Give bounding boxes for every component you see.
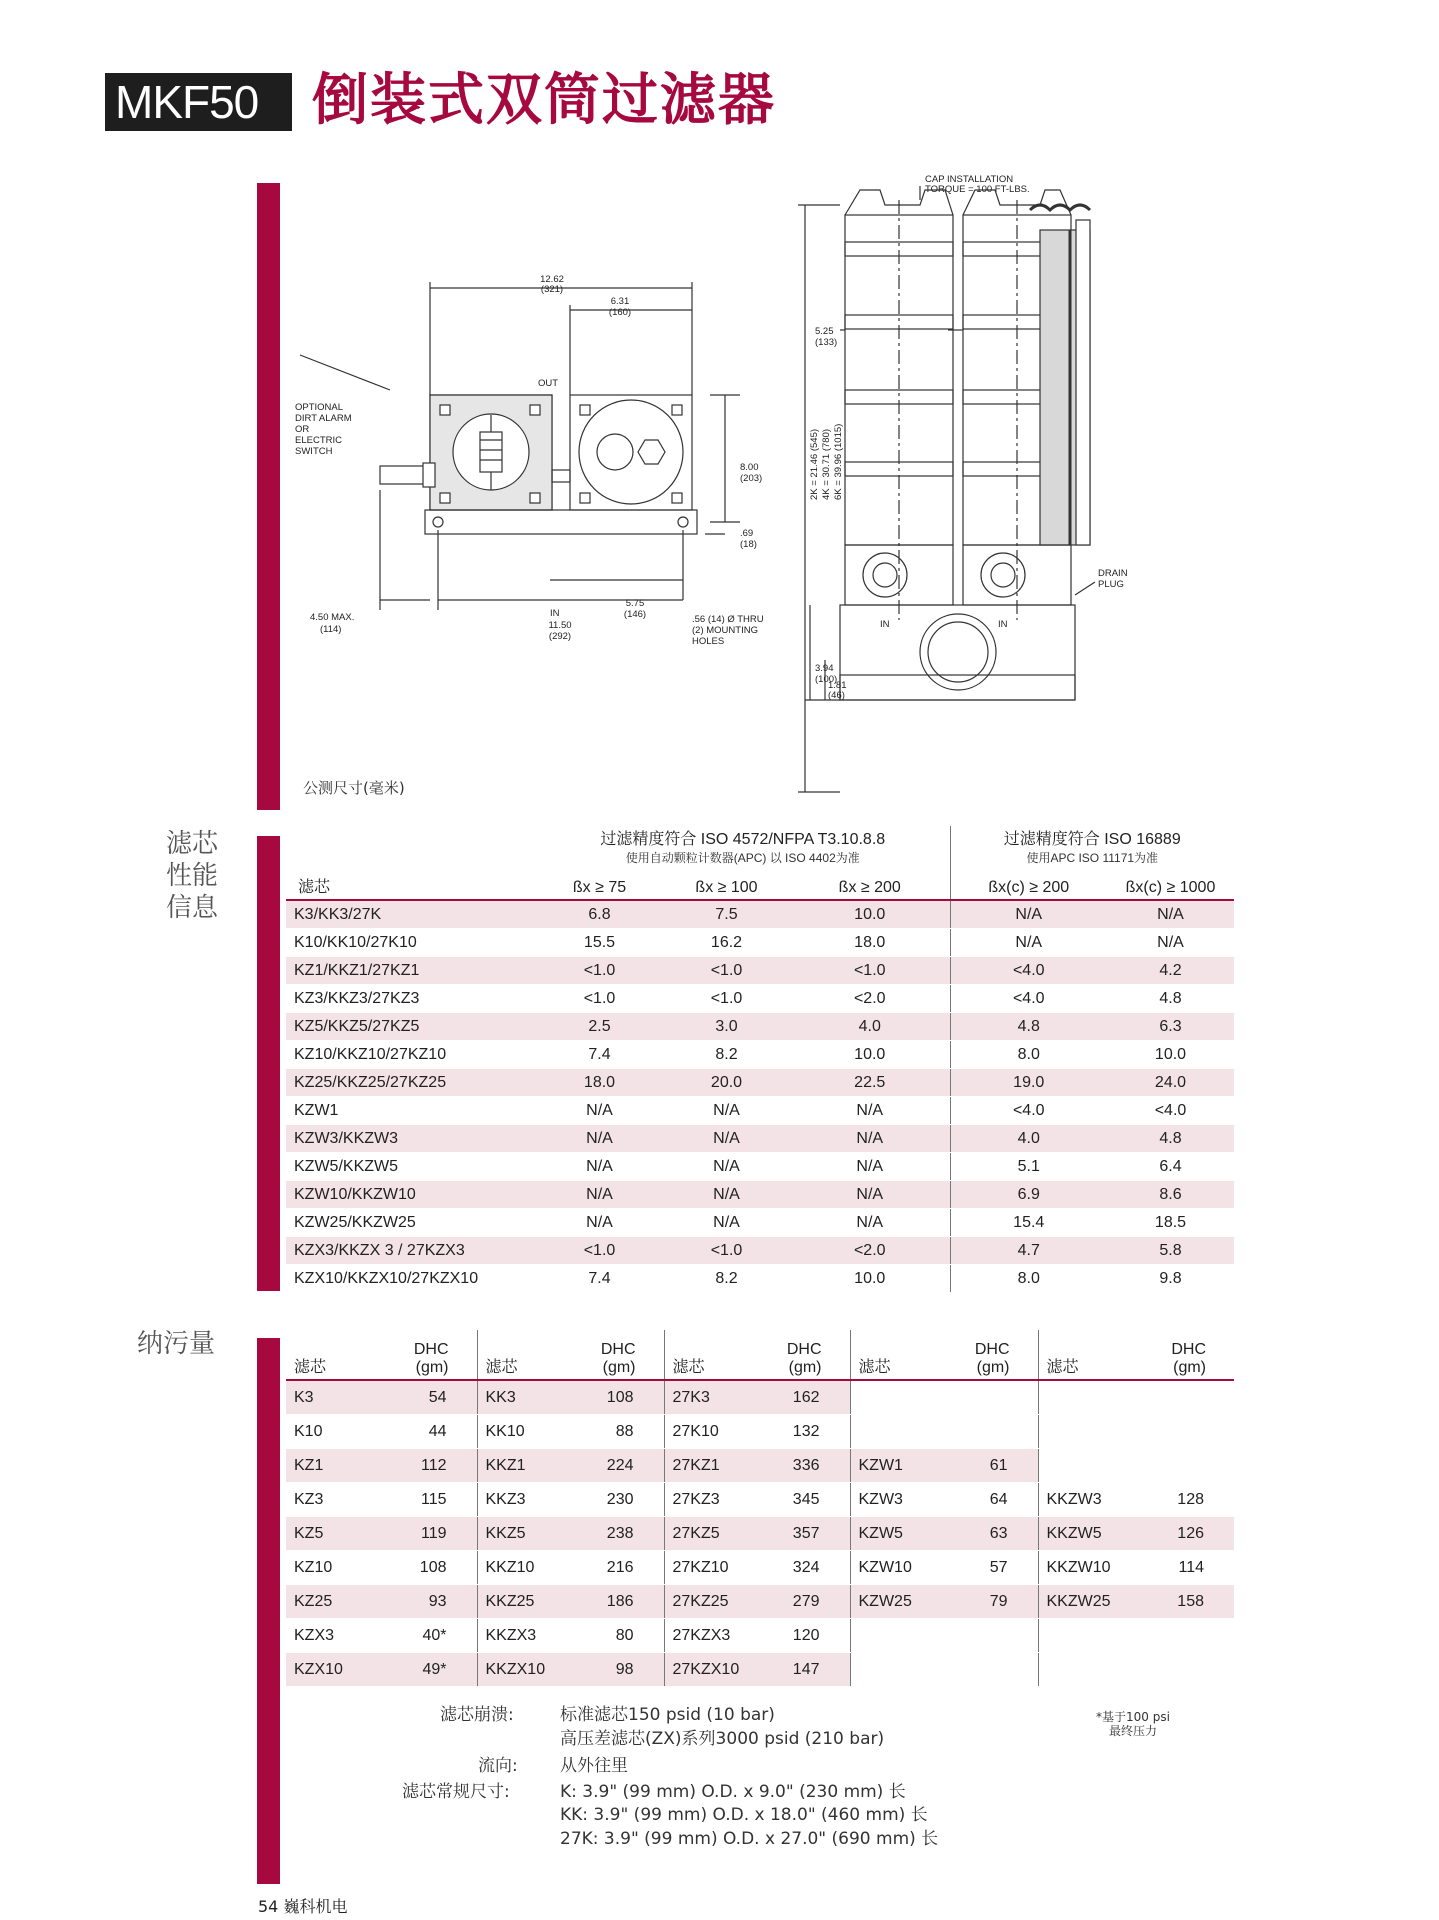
svg-text:PLUG: PLUG: [1098, 579, 1124, 590]
rating-cell: 15.5: [536, 929, 663, 957]
svg-text:(292): (292): [548, 631, 572, 642]
flow-label: 流向:: [478, 1756, 518, 1776]
svg-text:(100): (100): [815, 674, 838, 685]
element-name-cell: KZW10/KKZW10: [286, 1181, 536, 1209]
size-k: K: 3.9" (99 mm) O.D. x 9.0" (230 mm) 长: [560, 1782, 906, 1802]
rating-cell: 8.2: [663, 1041, 790, 1069]
rating-cell: <1.0: [536, 985, 663, 1013]
size-kk: KK: 3.9" (99 mm) O.D. x 18.0" (460 mm) 长: [560, 1805, 928, 1825]
dhc-value-cell: 119: [391, 1517, 477, 1551]
performance-row: [286, 957, 1234, 985]
dhc-value-cell: [1143, 1380, 1234, 1415]
collapse-standard: 标准滤芯150 psid (10 bar): [560, 1705, 775, 1725]
rating-cell: <1.0: [536, 1237, 663, 1265]
rating-cell: 15.4: [950, 1209, 1107, 1237]
element-name-cell: K3/KK3/27K: [286, 900, 536, 929]
rating-cell: N/A: [950, 900, 1107, 929]
svg-text:4.50 MAX.: 4.50 MAX.: [310, 612, 355, 623]
rating-cell: <4.0: [950, 1097, 1107, 1125]
dhc-row: [286, 1483, 1234, 1517]
dhc-value-cell: 61: [955, 1449, 1038, 1483]
dhc-unit: (gm): [415, 1359, 449, 1376]
svg-text:4K = 30.71 (780): 4K = 30.71 (780): [821, 428, 832, 500]
dhc-value-cell: [955, 1415, 1038, 1449]
dhc-element-cell: KKZX10: [477, 1653, 582, 1687]
rating-cell: <4.0: [1107, 1097, 1234, 1125]
rating-cell: 4.0: [950, 1125, 1107, 1153]
dhc-element-cell: KKZ3: [477, 1483, 582, 1517]
dhc-unit: (gm): [788, 1359, 822, 1376]
svg-text:(133): (133): [815, 337, 838, 348]
svg-text:IN: IN: [998, 619, 1008, 630]
svg-text:DRAIN: DRAIN: [1098, 568, 1128, 579]
dhc-value-cell: 115: [391, 1483, 477, 1517]
dhc-value-cell: [955, 1653, 1038, 1687]
dhc-unit: (gm): [1173, 1359, 1206, 1376]
iso4402-note: 使用自动颗粒计数器(APC) 以 ISO 4402为准: [536, 849, 950, 869]
dhc-value-cell: 108: [391, 1551, 477, 1585]
rating-cell: 9.8: [1107, 1265, 1234, 1293]
dhc-element-cell: KKZW3: [1038, 1483, 1143, 1517]
rating-cell: 16.2: [663, 929, 790, 957]
dhc-value-cell: [1143, 1415, 1234, 1449]
element-name-cell: KZW3/KKZW3: [286, 1125, 536, 1153]
dhc-row: [286, 1619, 1234, 1653]
dhc-value-cell: 40*: [391, 1619, 477, 1653]
rating-cell: <1.0: [663, 985, 790, 1013]
drawing-caption: 公测尺寸(毫米): [303, 779, 405, 797]
svg-text:.69: .69: [740, 528, 754, 539]
dhc-value-cell: 147: [769, 1653, 850, 1687]
beta-200-header: ßx ≥ 200: [790, 869, 950, 900]
rating-cell: 10.0: [790, 1265, 950, 1293]
rating-cell: N/A: [790, 1209, 950, 1237]
dhc-element-cell: KKZ25: [477, 1585, 582, 1619]
performance-row: [286, 1181, 1234, 1209]
dhc-value-cell: 63: [955, 1517, 1038, 1551]
dhc-element-cell: KKZ5: [477, 1517, 582, 1551]
svg-text:6.31: 6.31: [610, 296, 630, 307]
dhc-value-cell: [1143, 1449, 1234, 1483]
dhc-value-cell: 336: [769, 1449, 850, 1483]
dhc-unit: (gm): [602, 1359, 636, 1376]
dhc-element-cell: [1038, 1415, 1143, 1449]
svg-text:(46): (46): [828, 690, 845, 701]
size-27k: 27K: 3.9" (99 mm) O.D. x 27.0" (690 mm) 长: [560, 1829, 939, 1849]
performance-row: [286, 985, 1234, 1013]
svg-text:IN: IN: [880, 619, 890, 630]
dhc-element-cell: KZ1: [286, 1449, 391, 1483]
svg-text:HOLES: HOLES: [692, 636, 725, 647]
element-name-cell: KZW5/KKZW5: [286, 1153, 536, 1181]
dhc-element-cell: KZW10: [850, 1551, 955, 1585]
dhc-element-cell: K10: [286, 1415, 391, 1449]
dhc-element-cell: KZ25: [286, 1585, 391, 1619]
rating-cell: <1.0: [663, 1237, 790, 1265]
rating-cell: N/A: [536, 1153, 663, 1181]
rating-cell: 4.8: [1107, 1125, 1234, 1153]
beta-100-header: ßx ≥ 100: [663, 869, 790, 900]
dhc-value-cell: 93: [391, 1585, 477, 1619]
dhc-row: [286, 1517, 1234, 1551]
rating-cell: N/A: [950, 929, 1107, 957]
dhc-element-cell: 27K3: [664, 1380, 769, 1415]
beta-c-1000-header: ßx(c) ≥ 1000: [1107, 869, 1234, 900]
dhc-value-header: [955, 1330, 1038, 1380]
performance-row: [286, 1265, 1234, 1293]
dhc-value-cell: 162: [769, 1380, 850, 1415]
rating-cell: 10.0: [790, 1041, 950, 1069]
dhc-element-cell: KKZW10: [1038, 1551, 1143, 1585]
dhc-row: [286, 1551, 1234, 1585]
dhc-element-cell: KZ10: [286, 1551, 391, 1585]
model-badge: MKF50: [105, 73, 292, 131]
performance-row: [286, 1125, 1234, 1153]
drawing-accent-bar: [257, 183, 280, 810]
dhc-label: DHC: [413, 1341, 449, 1358]
dhc-element-cell: KZX10: [286, 1653, 391, 1687]
dhc-element-cell: 27KZ1: [664, 1449, 769, 1483]
rating-cell: N/A: [790, 1153, 950, 1181]
dhc-value-cell: 158: [1143, 1585, 1234, 1619]
svg-text:(146): (146): [623, 609, 647, 620]
performance-section-label: 滤芯 性能 信息: [166, 829, 219, 923]
rating-cell: 24.0: [1107, 1069, 1234, 1097]
element-name-cell: KZ25/KKZ25/27KZ25: [286, 1069, 536, 1097]
rating-cell: 4.7: [950, 1237, 1107, 1265]
rating-cell: <4.0: [950, 985, 1107, 1013]
dhc-accent-bar: [257, 1338, 280, 1884]
svg-text:5.25: 5.25: [815, 326, 834, 337]
rating-cell: N/A: [663, 1097, 790, 1125]
dhc-element-cell: K3: [286, 1380, 391, 1415]
dhc-value-cell: 345: [769, 1483, 850, 1517]
svg-text:1.81: 1.81: [828, 680, 847, 691]
performance-row: [286, 1209, 1234, 1237]
dhc-element-cell: [1038, 1449, 1143, 1483]
dim-12-62: 12.62: [540, 274, 564, 285]
dhc-value-header: [391, 1330, 477, 1380]
dimension-drawing: [280, 170, 1220, 810]
dhc-element-cell: KZW5: [850, 1517, 955, 1551]
rating-cell: 4.2: [1107, 957, 1234, 985]
dhc-value-cell: [1143, 1653, 1234, 1687]
dhc-unit: (gm): [976, 1359, 1010, 1376]
rating-cell: 7.4: [536, 1265, 663, 1293]
rating-cell: <2.0: [790, 985, 950, 1013]
dhc-element-header: 滤芯: [286, 1330, 391, 1380]
element-name-cell: KZ10/KKZ10/27KZ10: [286, 1041, 536, 1069]
dhc-value-cell: 224: [582, 1449, 664, 1483]
svg-text:ELECTRIC: ELECTRIC: [295, 435, 342, 446]
rating-cell: 3.0: [663, 1013, 790, 1041]
dhc-row: [286, 1585, 1234, 1619]
dhc-element-cell: 27KZX10: [664, 1653, 769, 1687]
rating-cell: N/A: [663, 1153, 790, 1181]
dhc-element-cell: KZ5: [286, 1517, 391, 1551]
size-label: 滤芯常规尺寸:: [402, 1782, 510, 1802]
svg-text:OUT: OUT: [537, 378, 559, 389]
element-name-cell: KZ1/KKZ1/27KZ1: [286, 957, 536, 985]
dhc-value-cell: 57: [955, 1551, 1038, 1585]
rating-cell: <2.0: [790, 1237, 950, 1265]
rating-cell: N/A: [790, 1125, 950, 1153]
dhc-element-cell: [850, 1415, 955, 1449]
dhc-value-cell: 44: [391, 1415, 477, 1449]
dhc-element-cell: [1038, 1619, 1143, 1653]
dhc-value-cell: 357: [769, 1517, 850, 1551]
performance-row: [286, 1069, 1234, 1097]
iso11171-note: 使用APC ISO 11171为准: [1026, 851, 1159, 865]
element-name-cell: KZW25/KKZW25: [286, 1209, 536, 1237]
dhc-value-cell: [1143, 1619, 1234, 1653]
dhc-value-cell: 324: [769, 1551, 850, 1585]
svg-text:(114): (114): [320, 624, 342, 635]
rating-cell: 4.8: [1107, 985, 1234, 1013]
dhc-element-cell: 27KZ5: [664, 1517, 769, 1551]
rating-cell: 7.4: [536, 1041, 663, 1069]
element-name-cell: KZ3/KKZ3/27KZ3: [286, 985, 536, 1013]
rating-cell: 8.0: [950, 1041, 1107, 1069]
dhc-row: [286, 1653, 1234, 1687]
page-footer: 54 巍科机电: [258, 1897, 348, 1916]
dhc-element-cell: KZX3: [286, 1619, 391, 1653]
dhc-element-header: 滤芯: [664, 1330, 769, 1380]
element-name-cell: KZX10/KKZX10/27KZX10: [286, 1265, 536, 1293]
dhc-section-label: 纳污量: [137, 1329, 216, 1359]
svg-text:IN: IN: [550, 608, 560, 619]
svg-text:(160): (160): [608, 307, 632, 318]
dhc-value-cell: 98: [582, 1653, 664, 1687]
dhc-value-cell: 230: [582, 1483, 664, 1517]
svg-text:8.00: 8.00: [740, 462, 759, 473]
rating-cell: 6.4: [1107, 1153, 1234, 1181]
rating-cell: 22.5: [790, 1069, 950, 1097]
dhc-element-cell: [850, 1380, 955, 1415]
svg-text:DIRT ALARM: DIRT ALARM: [295, 413, 352, 424]
performance-row: [286, 929, 1234, 957]
performance-accent-bar: [257, 836, 280, 1291]
dhc-row: [286, 1415, 1234, 1449]
dhc-value-header: [582, 1330, 664, 1380]
dhc-element-cell: KZW3: [850, 1483, 955, 1517]
svg-text:CAP INSTALLATION: CAP INSTALLATION: [925, 174, 1014, 185]
rating-cell: 18.0: [790, 929, 950, 957]
dhc-element-cell: KK3: [477, 1380, 582, 1415]
dhc-row: [286, 1380, 1234, 1415]
dhc-value-cell: 114: [1143, 1551, 1234, 1585]
dhc-element-cell: [1038, 1380, 1143, 1415]
dhc-value-cell: 54: [391, 1380, 477, 1415]
performance-row: [286, 1153, 1234, 1181]
rating-cell: 18.5: [1107, 1209, 1234, 1237]
svg-text:OR: OR: [295, 424, 310, 435]
rating-cell: 18.0: [536, 1069, 663, 1097]
svg-text:6K = 39.96 (1015): 6K = 39.96 (1015): [833, 423, 844, 500]
element-name-cell: K10/KK10/27K10: [286, 929, 536, 957]
rating-cell: 4.8: [950, 1013, 1107, 1041]
svg-text:(2) MOUNTING: (2) MOUNTING: [692, 625, 758, 636]
dhc-value-cell: 128: [1143, 1483, 1234, 1517]
beta-75-header: ßx ≥ 75: [536, 869, 663, 900]
flow-value: 从外往里: [560, 1756, 628, 1776]
dhc-value-cell: 216: [582, 1551, 664, 1585]
dhc-element-cell: 27KZ3: [664, 1483, 769, 1517]
element-name-cell: KZX3/KKZX 3 / 27KZX3: [286, 1237, 536, 1265]
dhc-value-cell: 238: [582, 1517, 664, 1551]
dhc-element-cell: KKZ10: [477, 1551, 582, 1585]
dhc-value-cell: 64: [955, 1483, 1038, 1517]
svg-text:.56 (14) Ø THRU: .56 (14) Ø THRU: [692, 614, 764, 625]
rating-cell: 6.8: [536, 900, 663, 929]
performance-table: [286, 826, 1234, 1293]
dhc-value-header: [769, 1330, 850, 1380]
svg-text:2K = 21.46 (545): 2K = 21.46 (545): [809, 428, 820, 500]
rating-cell: <1.0: [663, 957, 790, 985]
dhc-value-cell: 80: [582, 1619, 664, 1653]
rating-cell: 5.1: [950, 1153, 1107, 1181]
dhc-element-cell: KZW1: [850, 1449, 955, 1483]
svg-text:SWITCH: SWITCH: [295, 446, 333, 457]
dhc-element-cell: KK10: [477, 1415, 582, 1449]
dhc-element-cell: KKZ1: [477, 1449, 582, 1483]
dhc-element-cell: KZ3: [286, 1483, 391, 1517]
svg-text:OPTIONAL: OPTIONAL: [295, 402, 344, 413]
dhc-value-cell: [955, 1380, 1038, 1415]
footnote: *基于100 psi 最终压力: [1096, 1710, 1170, 1738]
rating-cell: N/A: [536, 1209, 663, 1237]
rating-cell: 6.9: [950, 1181, 1107, 1209]
dhc-value-cell: 88: [582, 1415, 664, 1449]
rating-cell: 2.5: [536, 1013, 663, 1041]
rating-cell: N/A: [790, 1097, 950, 1125]
svg-text:TORQUE = 100 FT-LBS.: TORQUE = 100 FT-LBS.: [925, 184, 1030, 195]
rating-cell: 7.5: [663, 900, 790, 929]
dhc-element-cell: KZW25: [850, 1585, 955, 1619]
dhc-element-cell: 27KZ25: [664, 1585, 769, 1619]
dhc-value-header: [1143, 1330, 1234, 1380]
rating-cell: 8.2: [663, 1265, 790, 1293]
dhc-element-header: 滤芯: [850, 1330, 955, 1380]
element-name-cell: KZW1: [286, 1097, 536, 1125]
rating-cell: <4.0: [950, 957, 1107, 985]
performance-row: [286, 1237, 1234, 1265]
page-title: 倒装式双筒过滤器: [312, 68, 776, 133]
dhc-value-cell: 132: [769, 1415, 850, 1449]
rating-cell: 10.0: [1107, 1041, 1234, 1069]
iso16889-header: 过滤精度符合 ISO 16889: [1003, 831, 1181, 848]
dhc-element-cell: 27KZ10: [664, 1551, 769, 1585]
dhc-value-cell: [955, 1619, 1038, 1653]
collapse-label: 滤芯崩溃:: [440, 1705, 514, 1725]
dhc-element-cell: 27KZX3: [664, 1619, 769, 1653]
beta-c-200-header: ßx(c) ≥ 200: [950, 869, 1107, 900]
rating-cell: N/A: [536, 1181, 663, 1209]
dhc-value-cell: 279: [769, 1585, 850, 1619]
svg-text:11.50: 11.50: [548, 620, 572, 631]
performance-row: [286, 900, 1234, 929]
rating-cell: 10.0: [790, 900, 950, 929]
rating-cell: 4.0: [790, 1013, 950, 1041]
rating-cell: <1.0: [536, 957, 663, 985]
dhc-element-cell: 27K10: [664, 1415, 769, 1449]
dhc-value-cell: 126: [1143, 1517, 1234, 1551]
rating-cell: N/A: [663, 1181, 790, 1209]
rating-cell: 5.8: [1107, 1237, 1234, 1265]
svg-text:5.75: 5.75: [625, 598, 645, 609]
dhc-label: DHC: [786, 1341, 822, 1358]
rating-cell: 8.0: [950, 1265, 1107, 1293]
rating-cell: 19.0: [950, 1069, 1107, 1097]
rating-cell: 6.3: [1107, 1013, 1234, 1041]
dhc-value-cell: 186: [582, 1585, 664, 1619]
iso4572-header: 过滤精度符合 ISO 4572/NFPA T3.10.8.8: [536, 826, 950, 849]
svg-text:(321): (321): [540, 284, 564, 295]
rating-cell: N/A: [536, 1125, 663, 1153]
dhc-table: [286, 1330, 1234, 1687]
dhc-element-header: 滤芯: [477, 1330, 582, 1380]
dhc-element-cell: [1038, 1653, 1143, 1687]
dhc-value-cell: 120: [769, 1619, 850, 1653]
element-column-header: 滤芯: [286, 869, 536, 900]
performance-row: [286, 1041, 1234, 1069]
performance-row: [286, 1013, 1234, 1041]
dhc-value-cell: 112: [391, 1449, 477, 1483]
rating-cell: N/A: [663, 1209, 790, 1237]
collapse-high: 高压差滤芯(ZX)系列3000 psid (210 bar): [560, 1729, 885, 1749]
rating-cell: N/A: [1107, 900, 1234, 929]
dhc-element-header: 滤芯: [1038, 1330, 1143, 1380]
dhc-value-cell: 108: [582, 1380, 664, 1415]
dhc-value-cell: 49*: [391, 1653, 477, 1687]
dhc-element-cell: KKZX3: [477, 1619, 582, 1653]
dhc-label: DHC: [1171, 1341, 1206, 1358]
dhc-label: DHC: [974, 1341, 1010, 1358]
rating-cell: N/A: [790, 1181, 950, 1209]
dhc-element-cell: KKZW5: [1038, 1517, 1143, 1551]
dhc-value-cell: 79: [955, 1585, 1038, 1619]
svg-text:3.94: 3.94: [815, 663, 834, 674]
rating-cell: N/A: [536, 1097, 663, 1125]
svg-text:(18): (18): [740, 539, 757, 550]
rating-cell: N/A: [1107, 929, 1234, 957]
svg-text:(203): (203): [740, 473, 763, 484]
dhc-row: [286, 1449, 1234, 1483]
dhc-element-cell: [850, 1619, 955, 1653]
performance-row: [286, 1097, 1234, 1125]
rating-cell: 8.6: [1107, 1181, 1234, 1209]
rating-cell: <1.0: [790, 957, 950, 985]
dhc-element-cell: [850, 1653, 955, 1687]
dhc-element-cell: KKZW25: [1038, 1585, 1143, 1619]
rating-cell: N/A: [663, 1125, 790, 1153]
rating-cell: 20.0: [663, 1069, 790, 1097]
element-name-cell: KZ5/KKZ5/27KZ5: [286, 1013, 536, 1041]
dhc-label: DHC: [600, 1341, 636, 1358]
